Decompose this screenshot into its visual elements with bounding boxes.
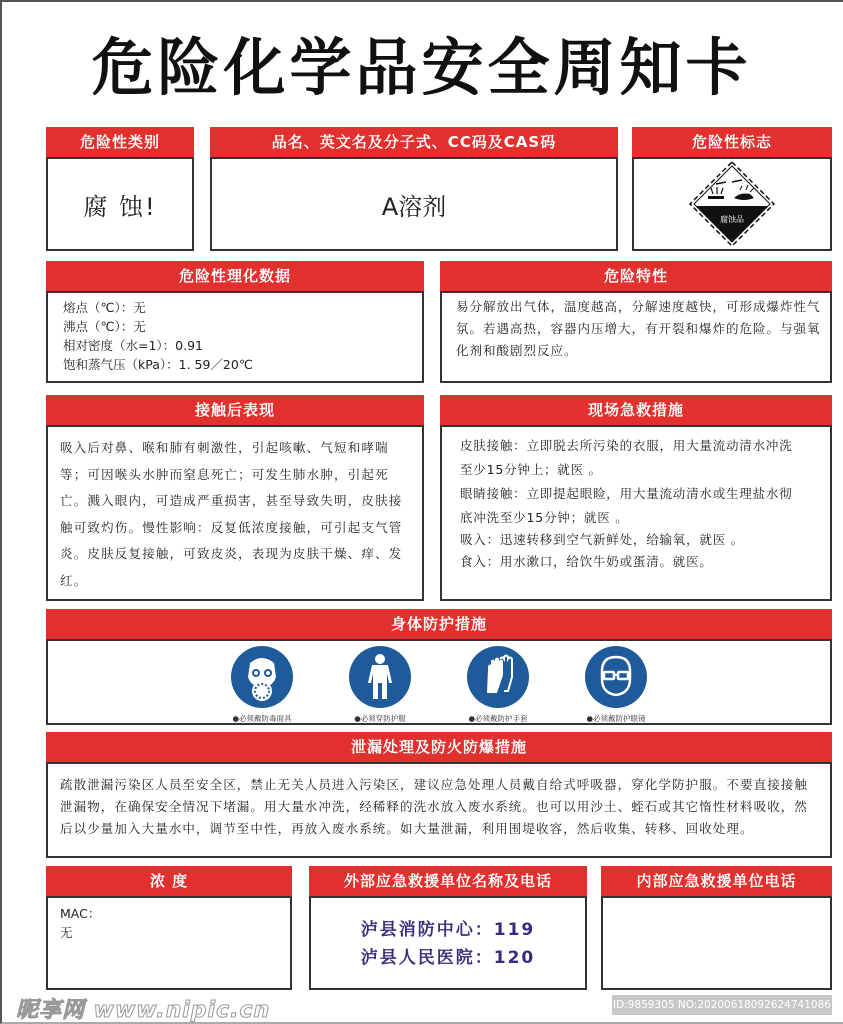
ppe-item-goggles [576,645,656,724]
concentration-panel [46,866,292,990]
concentration-header: 浓 度 [46,866,292,896]
first-aid-line: 吸入：迅速转移到空气新鲜处，给输氧，就医 。 [460,532,745,547]
watermark: 昵享网 www.nipic.cn [16,998,271,1023]
hazard-sign-header: 危险性标志 [632,127,832,157]
ppe-label: ●必须穿防护服 [354,714,406,723]
protective-suit-icon [348,645,412,709]
hazard-properties-panel [440,261,832,383]
product-name-header: 品名、英文名及分子式、CC码及CAS码 [210,127,618,157]
external-rescue-panel [309,866,587,990]
ppe-item-gloves [458,645,538,724]
hazard-category-value: 腐 蚀! [46,157,194,251]
image-id-bar: ID:9859305 NO:20200618092624741086 [612,995,832,1015]
external-rescue-fire: 泸县消防中心：119 [360,920,536,940]
spill-text: 疏散泄漏污染区人员至安全区，禁止无关人员进入污染区，建议应急处理人员戴自给式呼吸器，穿化学防护服。不要直接接触泄漏物，在确保安全情况下堵漏。用大量水冲洗，经稀释的洗水放入废水系统。也可以用沙土、蛭石或其它惰性材料吸收，然后以少量加入大量水中，调节至中性，再放入废水系统。如大量泄漏，利用围堤收容，然后收集、转移、回收处理。 [46,762,832,858]
first-aid-line: 至少15分钟上；就医 。 [460,462,602,477]
ppe-label: ●必须戴防毒面具 [232,714,292,723]
ppe-panel [46,609,832,725]
ppe-label: ●必须戴防护眼镜 [586,714,646,723]
exposure-text: 吸入后对鼻、喉和肺有刺激性，引起咳嗽、气短和哮喘等；可因喉头水肿而窒息死亡；可发生肺水肿，引起死亡。溅入眼内，可造成严重损害，甚至导致失明，皮肤接触可致灼伤。慢性影响：反复低浓度接触，可引起支气管炎。皮肤反复接触，可致皮炎，表现为皮肤干燥、痒、发红。 [46,425,424,601]
gas-mask-icon [230,645,294,709]
internal-rescue-panel [601,866,832,990]
spill-panel [46,732,832,858]
external-rescue-header: 外部应急救援单位名称及电话 [309,866,587,896]
first-aid-line: 食入：用水漱口，给饮牛奶或蛋清。就医。 [460,554,713,569]
first-aid-line: 底冲洗至少15分钟；就医 。 [460,510,629,525]
hazard-properties-header: 危险特性 [440,261,832,291]
spill-header: 泄漏处理及防火防爆措施 [46,732,832,762]
concentration-mac-label: MAC： [60,906,101,921]
physchem-line-density: 相对密度（水=1）：0.91 [63,338,204,353]
physchem-line-vapor: 饱和蒸气压（kPa）：1. 59／20℃ [63,357,253,372]
physchem-panel [46,261,424,383]
physchem-line-melting: 熔点（℃）：无 [63,300,146,315]
product-name-value: A溶剂 [210,157,618,251]
exposure-panel [46,395,424,601]
ppe-label: ●必须戴防护手套 [468,714,528,723]
gloves-icon [466,645,530,709]
svg-text:腐蚀品: 腐蚀品 [720,215,744,224]
internal-rescue-header: 内部应急救援单位电话 [601,866,832,896]
ppe-header: 身体防护措施 [46,609,832,639]
exposure-header: 接触后表现 [46,395,424,425]
physchem-header: 危险性理化数据 [46,261,424,291]
concentration-mac-value: 无 [60,925,73,940]
ppe-item-gas-mask [222,645,302,724]
first-aid-line: 眼睛接触：立即提起眼睑，用大量流动清水或生理盐水彻 [460,486,793,501]
hazard-category-header: 危险性类别 [46,127,194,157]
first-aid-panel [440,395,832,601]
external-rescue-hospital: 泸县人民医院：120 [360,948,536,968]
first-aid-line: 皮肤接触：立即脱去所污染的衣服，用大量流动清水冲洗 [460,438,793,453]
hazard-category-panel [46,127,194,251]
first-aid-header: 现场急救措施 [440,395,832,425]
physchem-line-boiling: 沸点（℃）：无 [63,319,146,334]
internal-rescue-value [601,896,832,990]
hazard-properties-text: 易分解放出气体，温度越高，分解速度越快，可形成爆炸性气氛。若遇高热，容器内压增大，有开裂和爆炸的危险。与强氧化剂和酸剧烈反应。 [440,291,832,383]
hazard-sign-panel [632,127,832,251]
goggles-icon [584,645,648,709]
page-title: 危险化学品安全周知卡 [91,31,752,104]
ppe-item-protective-suit [340,645,420,724]
corrosive-diamond-icon [688,160,776,248]
product-name-panel [210,127,618,251]
